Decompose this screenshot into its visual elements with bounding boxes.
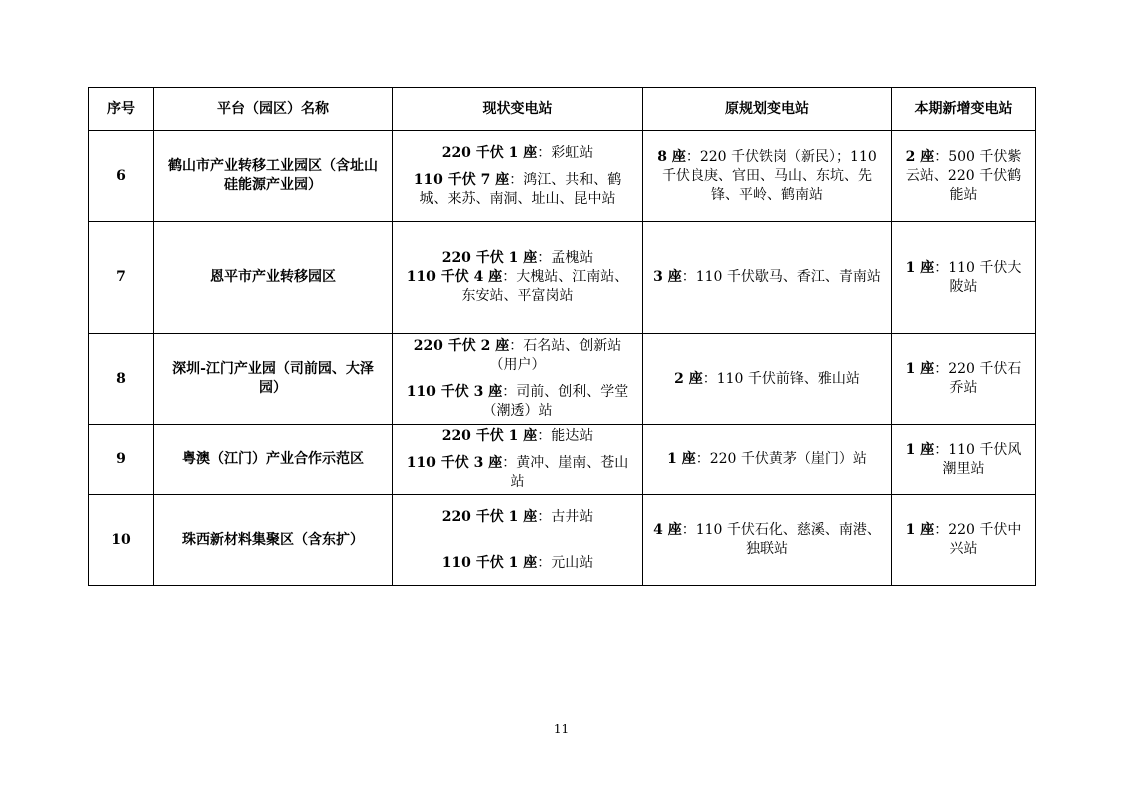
page-number: 11	[553, 722, 570, 736]
table-row	[89, 222, 1036, 334]
header-planned-substations: 原规划变电站	[643, 88, 892, 131]
header-new-substations: 本期新增变电站	[892, 88, 1036, 131]
current-110kv: 110 千伏 1 座：元山站	[441, 554, 594, 571]
header-current-substations: 现状变电站	[393, 88, 643, 131]
platform-name: 恩平市产业转移园区	[154, 222, 393, 334]
new-substations: 1 座：110 千伏大陂站	[892, 222, 1036, 334]
row-no: 7	[89, 222, 154, 334]
current-110kv: 110 千伏 3 座：司前、创利、学堂（潮透）站	[406, 384, 629, 419]
row-no: 6	[89, 131, 154, 222]
table-row	[89, 495, 1036, 586]
current-220kv: 220 千伏 1 座：彩虹站	[441, 144, 594, 161]
table-row	[89, 425, 1036, 495]
current-110kv: 110 千伏 4 座：大槐站、江南站、东安站、平富岗站	[406, 269, 629, 304]
row-no: 8	[89, 334, 154, 425]
current-substations	[393, 131, 643, 222]
planned-substations: 4 座：110 千伏石化、慈溪、南港、独联站	[643, 495, 892, 586]
new-substations: 1 座：110 千伏风潮里站	[892, 425, 1036, 495]
current-substations	[393, 222, 643, 334]
row-no: 10	[89, 495, 154, 586]
new-substations: 1 座：220 千伏石乔站	[892, 334, 1036, 425]
planned-substations: 3 座：110 千伏歇马、香江、青南站	[643, 222, 892, 334]
header-platform-name: 平台（园区）名称	[154, 88, 393, 131]
table-header-row	[89, 88, 1036, 131]
substation-table	[88, 87, 1036, 586]
current-220kv: 220 千伏 1 座：古井站	[441, 508, 594, 525]
planned-substations: 2 座：110 千伏前锋、雅山站	[643, 334, 892, 425]
current-110kv: 110 千伏 7 座：鸿江、共和、鹤城、来苏、南洞、址山、昆中站	[413, 171, 622, 207]
new-substations: 2 座：500 千伏紫云站、220 千伏鹤能站	[892, 131, 1036, 222]
current-substations	[393, 334, 643, 425]
current-220kv: 220 千伏 1 座：能达站	[441, 428, 594, 444]
current-110kv: 110 千伏 3 座：黄冲、崖南、苍山站	[406, 455, 629, 490]
current-substations	[393, 425, 643, 495]
header-no: 序号	[89, 88, 154, 131]
planned-substations: 1 座：220 千伏黄茅（崖门）站	[643, 425, 892, 495]
row-no: 9	[89, 425, 154, 495]
platform-name: 深圳-江门产业园（司前园、大泽园）	[154, 334, 393, 425]
current-substations	[393, 495, 643, 586]
table-row	[89, 334, 1036, 425]
new-substations: 1 座：220 千伏中兴站	[892, 495, 1036, 586]
planned-substations: 8 座：220 千伏铁岗（新民）；110 千伏良庚、官田、马山、东坑、先锋、平岭、鹤南站	[643, 131, 892, 222]
platform-name: 珠西新材料集聚区（含东扩）	[154, 495, 393, 586]
platform-name: 粤澳（江门）产业合作示范区	[154, 425, 393, 495]
platform-name: 鹤山市产业转移工业园区（含址山硅能源产业园）	[154, 131, 393, 222]
current-220kv: 220 千伏 1 座：孟槐站	[441, 250, 594, 266]
table-row	[89, 131, 1036, 222]
current-220kv: 220 千伏 2 座：石名站、创新站（用户）	[413, 338, 622, 373]
